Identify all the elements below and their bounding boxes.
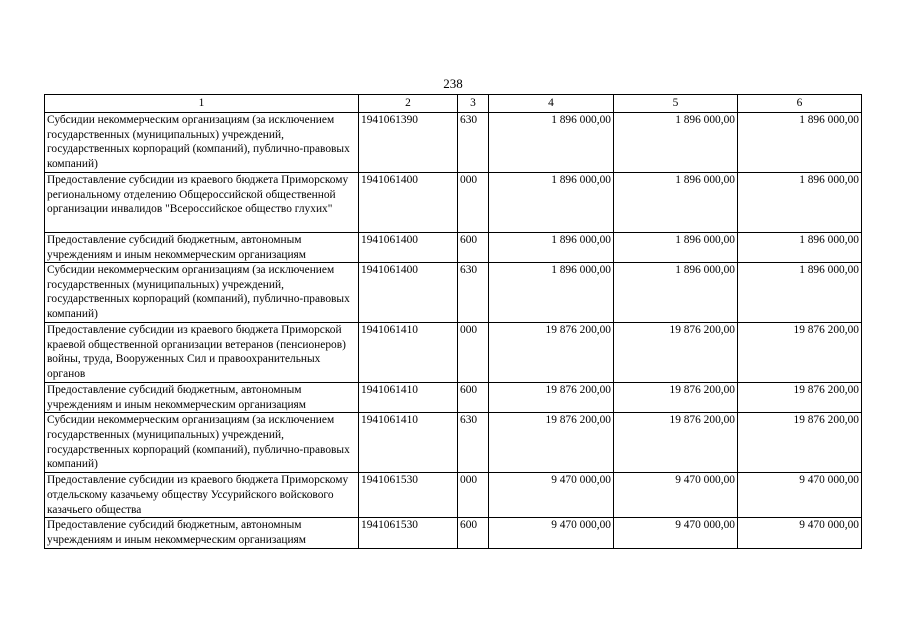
table-row: [45, 233, 862, 263]
row-amount-5: 19 876 200,00: [614, 413, 738, 473]
row-amount-5: 1 896 000,00: [614, 233, 738, 263]
page-number: 238: [443, 76, 463, 91]
column-header-3: 3: [458, 95, 489, 113]
column-header-1: 1: [45, 95, 359, 113]
row-amount-6: 19 876 200,00: [738, 383, 862, 413]
row-type: 630: [458, 413, 489, 473]
row-code: 1941061410: [359, 323, 458, 383]
row-amount-6: 9 470 000,00: [738, 518, 862, 548]
row-amount-6: 1 896 000,00: [738, 233, 862, 263]
row-amount-6: 1 896 000,00: [738, 113, 862, 173]
row-amount-6: 19 876 200,00: [738, 413, 862, 473]
table-row: [45, 473, 862, 518]
row-type: 000: [458, 173, 489, 233]
header-row: [45, 95, 862, 113]
row-amount-5: 19 876 200,00: [614, 383, 738, 413]
row-name: Предоставление субсидий бюджетным, автономным учреждениям и иным некоммерческим организациям: [45, 233, 359, 263]
row-name: Предоставление субсидий бюджетным, автономным учреждениям и иным некоммерческим организациям: [45, 518, 359, 548]
row-code: 1941061410: [359, 413, 458, 473]
row-amount-5: 1 896 000,00: [614, 263, 738, 323]
row-type: 600: [458, 383, 489, 413]
row-amount-5: 9 470 000,00: [614, 518, 738, 548]
row-amount-4: 1 896 000,00: [489, 263, 614, 323]
row-amount-6: 1 896 000,00: [738, 173, 862, 233]
row-code: 1941061410: [359, 383, 458, 413]
column-header-2: 2: [359, 95, 458, 113]
row-code: 1941061530: [359, 473, 458, 518]
row-name: Субсидии некоммерческим организациям (за исключением государственных (муниципальных) учреждений, государственных корпораций (компаний), публично-правовых компаний): [45, 113, 359, 173]
row-code: 1941061530: [359, 518, 458, 548]
table-row: [45, 263, 862, 323]
row-type: 000: [458, 473, 489, 518]
row-code: 1941061390: [359, 113, 458, 173]
row-amount-6: 19 876 200,00: [738, 323, 862, 383]
row-name: Предоставление субсидий бюджетным, автономным учреждениям и иным некоммерческим организациям: [45, 383, 359, 413]
row-amount-4: 1 896 000,00: [489, 173, 614, 233]
table-row: [45, 383, 862, 413]
table-row: [45, 173, 862, 233]
table-row: [45, 323, 862, 383]
row-amount-4: 9 470 000,00: [489, 473, 614, 518]
row-amount-4: 19 876 200,00: [489, 323, 614, 383]
row-amount-4: 19 876 200,00: [489, 383, 614, 413]
table-row: [45, 113, 862, 173]
row-type: 000: [458, 323, 489, 383]
row-amount-5: 9 470 000,00: [614, 473, 738, 518]
row-amount-4: 19 876 200,00: [489, 413, 614, 473]
table-row: [45, 413, 862, 473]
row-amount-4: 1 896 000,00: [489, 113, 614, 173]
budget-table: [44, 94, 862, 549]
row-amount-5: 1 896 000,00: [614, 173, 738, 233]
row-amount-5: 19 876 200,00: [614, 323, 738, 383]
row-type: 630: [458, 263, 489, 323]
row-amount-6: 1 896 000,00: [738, 263, 862, 323]
row-name: Предоставление субсидии из краевого бюджета Приморскому региональному отделению Общероссийской общественной организации инвалидов "Всероссийское общество глухих": [45, 173, 359, 233]
row-type: 630: [458, 113, 489, 173]
row-name: Предоставление субсидии из краевого бюджета Приморскому отдельскому казачьему обществу Уссурийского войскового казачьего общества: [45, 473, 359, 518]
row-amount-6: 9 470 000,00: [738, 473, 862, 518]
row-code: 1941061400: [359, 233, 458, 263]
row-name: Субсидии некоммерческим организациям (за исключением государственных (муниципальных) учреждений, государственных корпораций (компаний), публично-правовых компаний): [45, 263, 359, 323]
row-name: Предоставление субсидии из краевого бюджета Приморской краевой общественной организации ветеранов (пенсионеров) войны, труда, Вооруженных Сил и правоохранительных органов: [45, 323, 359, 383]
row-code: 1941061400: [359, 173, 458, 233]
row-name: Субсидии некоммерческим организациям (за исключением государственных (муниципальных) учреждений, государственных корпораций (компаний), публично-правовых компаний): [45, 413, 359, 473]
column-header-6: 6: [738, 95, 862, 113]
row-code: 1941061400: [359, 263, 458, 323]
row-amount-4: 9 470 000,00: [489, 518, 614, 548]
column-header-4: 4: [489, 95, 614, 113]
row-type: 600: [458, 233, 489, 263]
row-amount-4: 1 896 000,00: [489, 233, 614, 263]
row-amount-5: 1 896 000,00: [614, 113, 738, 173]
row-type: 600: [458, 518, 489, 548]
column-header-5: 5: [614, 95, 738, 113]
table-row: [45, 518, 862, 548]
